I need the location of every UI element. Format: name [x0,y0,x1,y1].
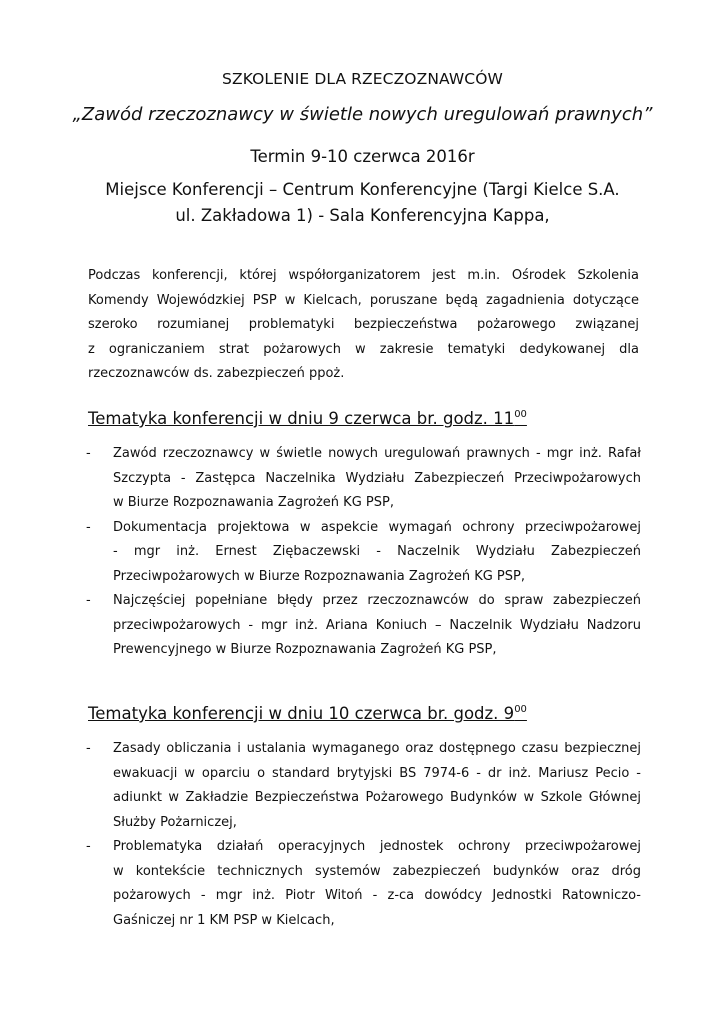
day2-heading-hour-superscript: 00 [514,704,527,715]
list-dash: - [86,593,91,608]
list-dash: - [86,839,91,854]
list-item-line: ewakuacji w oparciu o standard brytyjski BS 7974-6 - dr inż. Mariusz Pecio - [113,765,641,781]
list-item-line: Najczęściej popełniane błędy przez rzeczoznawców do spraw zabezpieczeń [113,593,641,608]
list-item-line: - mgr inż. Ernest Ziębaczewski - Naczelnik Wydziału Zabezpieczeń [113,544,641,559]
list-item-line: przeciwpożarowych - mgr inż. Ariana Koniuch – Naczelnik Wydziału Nadzoru [113,617,641,633]
list-item [86,516,641,590]
list-dash: - [86,519,91,535]
intro-line: Podczas konferencji, której współorganizatorem jest m.in. Ośrodek Szkolenia [88,268,639,283]
day1-heading-text: Tematyka konferencji w dniu 9 czerwca br. godz. 11 [88,409,515,428]
document-subtitle: „Zawód rzeczoznawcy w świetle nowych uregulowań prawnych” [72,104,653,125]
document-title: SZKOLENIE DLA RZECZOZNAWCÓW [222,70,503,88]
list-item [86,835,641,933]
list-dash: - [86,446,91,461]
day2-heading-text: Tematyka konferencji w dniu 10 czerwca br. godz. 9 [88,704,515,723]
list-item-line: adiunkt w Zakładzie Bezpieczeństwa Pożarowego Budynków w Szkole Głównej [113,790,641,805]
list-item-line: Dokumentacja projektowa w aspekcie wymagań ochrony przeciwpożarowej [113,519,641,535]
list-item-line: w Biurze Rozpoznawania Zagrożeń KG PSP, [113,495,394,510]
day2-heading [88,704,527,723]
intro-line: rzeczoznawców ds. zabezpieczeń ppoż. [88,366,345,381]
list-item [86,737,641,835]
list-item-line: Prewencyjnego w Biurze Rozpoznawania Zagrożeń KG PSP, [113,642,497,657]
intro-line: z ograniczaniem strat pożarowych w zakresie tematyki dedykowanej dla [88,341,639,357]
day1-heading-hour-superscript: 00 [514,409,527,420]
list-item-line: Szczypta - Zastępca Naczelnika Wydziału Zabezpieczeń Przeciwpożarowych [113,470,641,486]
day2-topic-list [86,737,641,933]
list-item-line: w kontekście technicznych systemów zabezpieczeń budynków oraz dróg [113,863,641,879]
conference-place-line-1: Miejsce Konferencji – Centrum Konferencyjne (Targi Kielce S.A. [105,180,620,199]
list-item [86,442,641,516]
list-item-line: Służby Pożarniczej, [113,814,237,830]
conference-place-line-2: ul. Zakładowa 1) - Sala Konferencyjna Kappa, [175,206,550,225]
list-item-line: Problematyka działań operacyjnych jednostek ochrony przeciwpożarowej [113,839,641,854]
intro-line: Komendy Wojewódzkiej PSP w Kielcach, poruszane będą zagadnienia dotyczące [88,292,639,308]
list-item-line: Zasady obliczania i ustalania wymaganego oraz dostępnego czasu bezpiecznej [113,741,641,756]
intro-paragraph [88,264,639,387]
list-item-line: Zawód rzeczoznawcy w świetle nowych uregulowań prawnych - mgr inż. Rafał [113,446,641,461]
list-dash: - [86,741,91,756]
list-item-line: Gaśniczej nr 1 KM PSP w Kielcach, [113,912,335,928]
list-item-line: Przeciwpożarowych w Biurze Rozpoznawania Zagrożeń KG PSP, [113,568,525,584]
day1-topic-list [86,442,641,663]
list-item-line: pożarowych - mgr inż. Piotr Witoń - z-ca dowódcy Jednostki Ratowniczo- [113,888,641,903]
list-item [86,589,641,663]
intro-line: szeroko rozumianej problematyki bezpieczeństwa pożarowego związanej [88,317,639,332]
conference-term: Termin 9-10 czerwca 2016r [250,147,475,166]
day1-heading [88,409,527,428]
